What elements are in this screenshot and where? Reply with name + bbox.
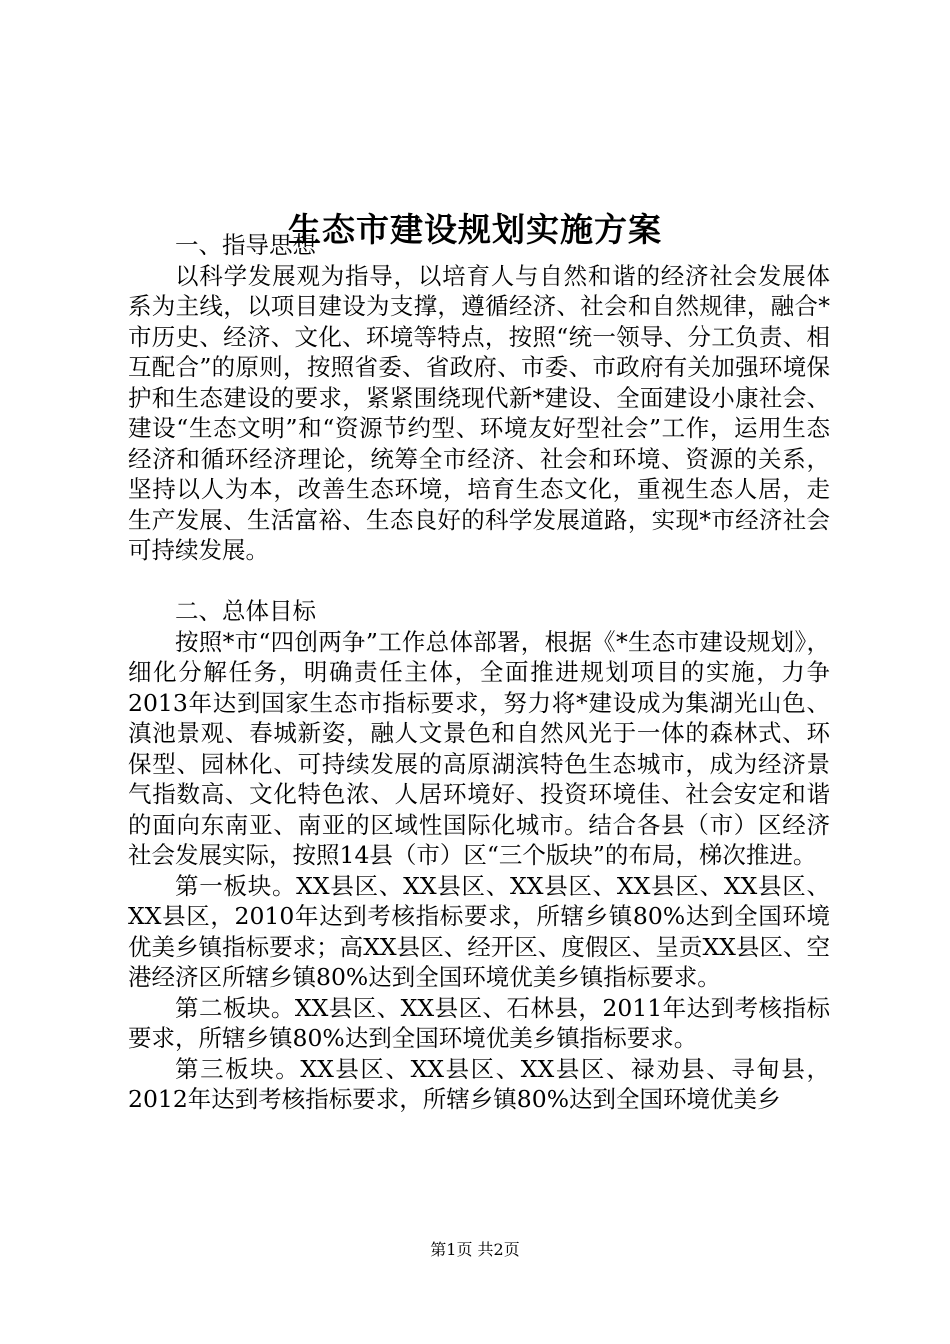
paragraph-guiding-ideology: 以科学发展观为指导，以培育人与自然和谐的经济社会发展体系为主线，以项目建设为支撑，遵循经济、社会和自然规律，融合*市历史、经济、文化、环境等特点，按照“统一领导、分工负责、相互配合”的原则，按照省委、省政府、市委、市政府有关加强环境保护和生态建设的要求，紧紧围绕现代新*建设、全面建设小康社会、建设“生态文明”和“资源节约型、环境友好型社会”工作，运用生态经济和循环经济理论，统筹全市经济、社会和环境、资源的关系，坚持以人为本，改善生态环境，培育生态文化，重视生态人居，走生产发展、生活富裕、生态良好的科学发展道路，实现*市经济社会可持续发展。 [128,261,830,564]
paragraph-spacer [128,566,830,597]
document-title: 生态市建设规划实施方案 [288,210,662,250]
document-body [128,230,830,1115]
paragraph-second-block: 第二板块。XX县区、XX县区、石林县，2011年达到考核指标要求，所辖乡镇80%达到全国环境优美乡镇指标要求。 [128,993,830,1052]
section-heading-guiding-ideology: 一、指导思想 [175,231,316,259]
paragraph-first-block: 第一板块。XX县区、XX县区、XX县区、XX县区、XX县区、XX县区，2010年达到考核指标要求，所辖乡镇80%达到全国环境优美乡镇指标要求；高XX县区、经开区、度假区、呈贡XX县区、空港经济区所辖乡镇80%达到全国环境优美乡镇指标要求。 [128,871,830,991]
section-heading-overall-goals: 二、总体目标 [175,597,316,625]
paragraph-third-block: 第三板块。XX县区、XX县区、XX县区、禄劝县、寻甸县，2012年达到考核指标要求，所辖乡镇80%达到全国环境优美乡 [128,1054,830,1113]
page-footer: 第1页 共2页 [430,1240,520,1259]
paragraph-overall-goals: 按照*市“四创两争”工作总体部署，根据《*生态市建设规划》，细化分解任务，明确责任主体，全面推进规划项目的实施，力争2013年达到国家生态市指标要求，努力将*建设成为集湖光山色、滇池景观、春城新姿，融人文景色和自然风光于一体的森林式、环保型、园林化、可持续发展的高原湖滨特色生态城市，成为经济景气指数高、文化特色浓、人居环境好、投资环境佳、社会安定和谐的面向东南亚、南亚的区域性国际化城市。结合各县（市）区经济社会发展实际，按照14县（市）区“三个版块”的布局，梯次推进。 [128,627,830,869]
